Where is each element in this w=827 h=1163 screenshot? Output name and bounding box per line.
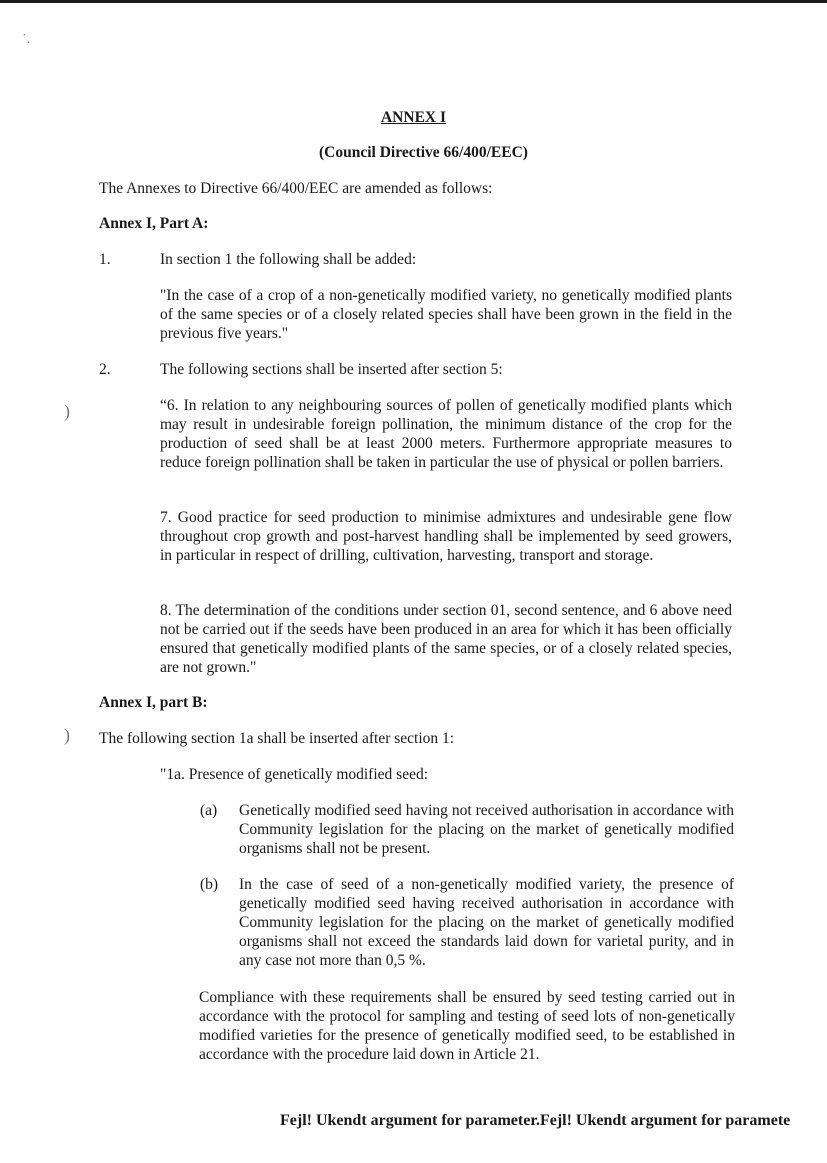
item-number: 2. bbox=[99, 361, 111, 378]
scan-top-border bbox=[0, 0, 827, 3]
compliance-paragraph: Compliance with these requirements shall be ensured by seed testing carried out in accordance with the protocol for sampling and testing of seed lots of non-genetically modified varieties for the presence of genetically modified seed, to be established in accordance with the procedure laid down in Article 21. bbox=[199, 989, 735, 1063]
scan-speck: ˙. bbox=[22, 32, 31, 47]
intro-text: The Annexes to Directive 66/400/EEC are amended as follows: bbox=[99, 180, 493, 197]
scan-hole-mark: ) bbox=[64, 725, 70, 745]
item-text: The following sections shall be inserted after section 5: bbox=[160, 361, 503, 378]
part-b-title: Annex I, part B: bbox=[99, 694, 208, 711]
page-footer: Fejl! Ukendt argument for parameter.Fejl! Ukendt argument for paramete bbox=[280, 1112, 791, 1129]
annex-title: ANNEX I bbox=[380, 109, 447, 126]
directive-subtitle: (Council Directive 66/400/EEC) bbox=[319, 144, 528, 161]
part-b-subheading: "1a. Presence of genetically modified seed: bbox=[160, 766, 429, 783]
subitem-label: (a) bbox=[200, 802, 218, 819]
quote-paragraph: 7. Good practice for seed production to minimise admixtures and undesirable gene flow throughout crop growth and post-harvest handling shall be implemented by seed growers, in particular in respect of drilling, cultivation, harvesting, transport and storage. bbox=[160, 509, 732, 564]
part-a-title: Annex I, Part A: bbox=[99, 215, 209, 232]
scan-hole-mark: ) bbox=[64, 401, 70, 421]
quote-paragraph: 8. The determination of the conditions under section 01, second sentence, and 6 above need not be carried out if the seeds have been produced in an area for which it has been officially ensured that genetically modified plants of the same species, or of a closely related species, are not grown." bbox=[160, 602, 732, 676]
subitem-label: (b) bbox=[200, 876, 219, 893]
subitem-text: Genetically modified seed having not received authorisation in accordance with Community legislation for the placing on the market of genetically modified organisms shall not be present. bbox=[239, 802, 734, 857]
item-text: In section 1 the following shall be added: bbox=[160, 251, 417, 268]
quote-paragraph: “6. In relation to any neighbouring sources of pollen of genetically modified plants which may result in undesirable foreign pollination, the minimum distance of the crop for the production of seed shall be at least 2000 meters. Furthermore appropriate measures to reduce foreign pollination shall be taken in particular the use of physical or pollen barriers. bbox=[160, 397, 732, 471]
item-number: 1. bbox=[99, 251, 111, 268]
part-b-intro: The following section 1a shall be inserted after section 1: bbox=[99, 730, 455, 747]
quote-paragraph: "In the case of a crop of a non-genetically modified variety, no genetically modified plants of the same species or of a closely related species shall have been grown in the field in the previous five years." bbox=[160, 287, 732, 342]
subitem-text: In the case of seed of a non-genetically modified variety, the presence of genetically modified seed having received authorisation in accordance with Community legislation for the placing on the market of genetically modified organisms shall not exceed the standards laid down for varietal purity, and in any case not more than 0,5 %. bbox=[239, 876, 734, 969]
